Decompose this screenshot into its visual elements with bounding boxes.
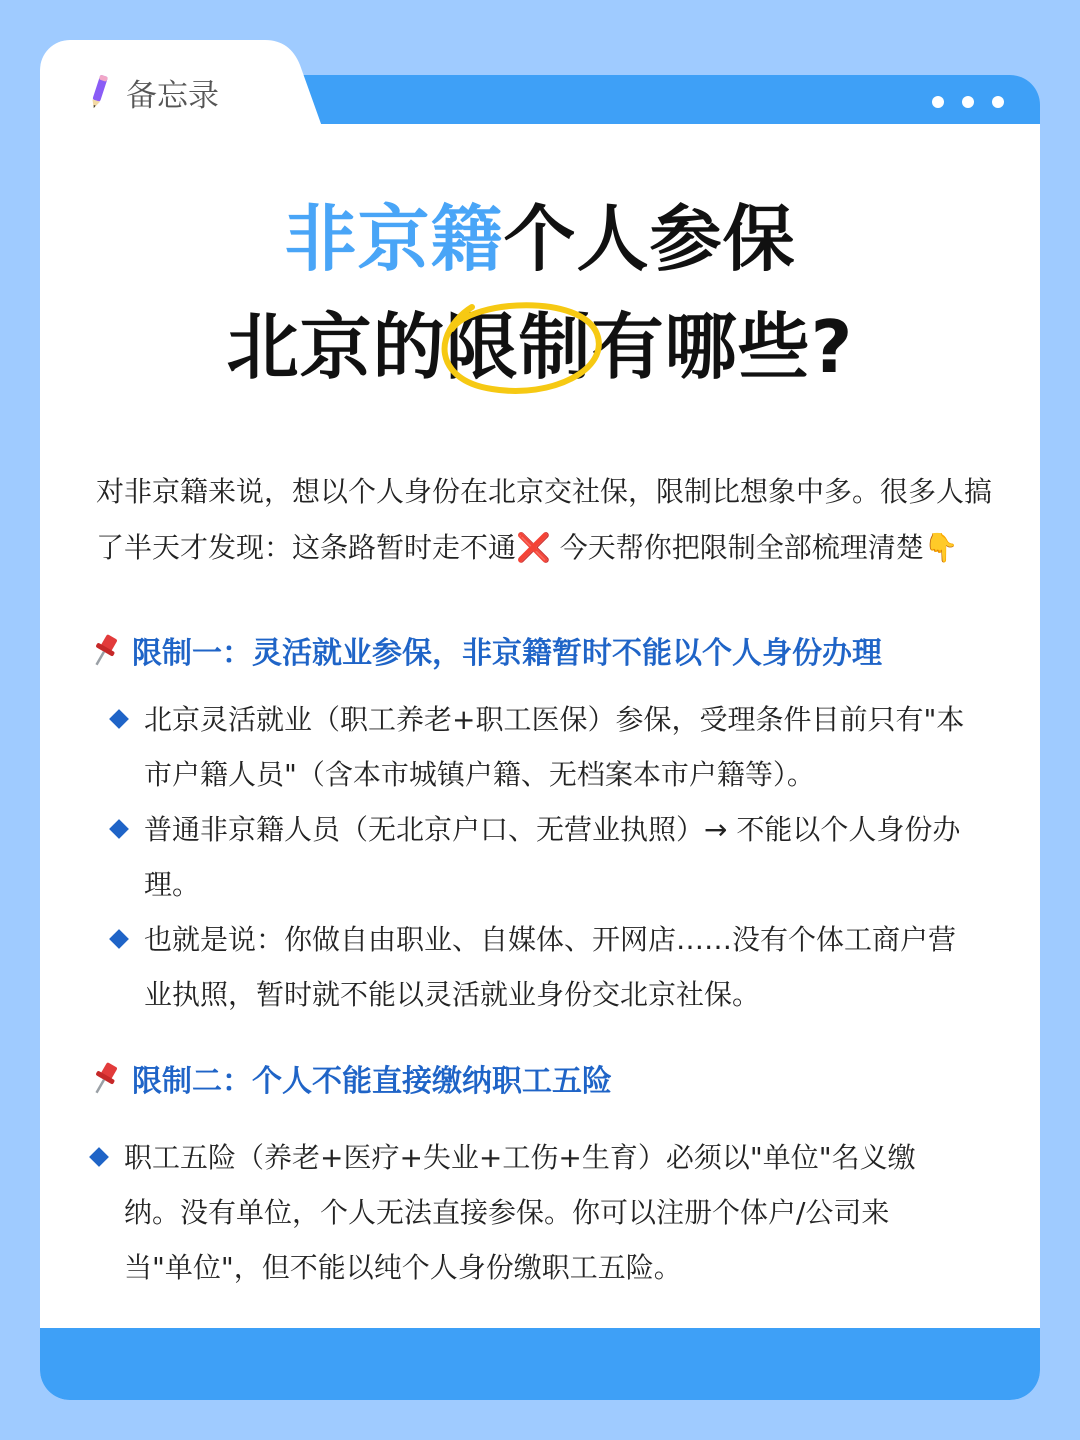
section-1-list: [112, 692, 982, 1022]
intro-paragraph: [96, 464, 996, 576]
list-item: [112, 692, 982, 802]
title-line1-rest: 个人参保: [503, 197, 796, 281]
title-line-1: [40, 185, 1040, 293]
pointing-down-icon: 👇: [923, 531, 959, 564]
list-item-text: 北京灵活就业（职工养老+职工医保）参保，受理条件目前只有"本市户籍人员"（含本市城镇户籍、无档案本市户籍等）。: [144, 703, 965, 791]
diamond-bullet-icon: [109, 929, 129, 949]
intro-text: 对非京籍来说，想以个人身份在北京交社保，限制比想象中多。很多人搞了半天才发现：这条路暂时走不通: [96, 475, 993, 564]
list-item-text: 普通非京籍人员（无北京户口、无营业执照）→ 不能以个人身份办理。: [144, 813, 961, 901]
list-item-text: 也就是说：你做自由职业、自媒体、开网店……没有个体工商户营业执照，暂时就不能以灵活就业身份交北京社保。: [144, 923, 957, 1011]
cross-icon: ❌: [516, 531, 551, 564]
list-item: [112, 912, 982, 1022]
memo-card: [40, 40, 1040, 1400]
section-1-title-text: 限制一：灵活就业参保，非京籍暂时不能以个人身份办理: [132, 636, 882, 671]
dot: [932, 96, 944, 108]
section-2-title-text: 限制二：个人不能直接缴纳职工五险: [132, 1064, 612, 1099]
title-line-2: [40, 293, 1040, 401]
pencil-icon: [88, 73, 110, 111]
list-item-text: 职工五险（养老+医疗+失业+工伤+生育）必须以"单位"名义缴纳。没有单位，个人无法直接参保。你可以注册个体户/公司来当"单位"，但不能以纯个人身份缴职工五险。: [124, 1141, 916, 1284]
dot: [992, 96, 1004, 108]
list-item: [112, 802, 982, 912]
app-title: [88, 70, 219, 114]
circled-word: [446, 293, 592, 401]
diamond-bullet-icon: [109, 819, 129, 839]
diamond-bullet-icon: [89, 1147, 109, 1167]
page-title: [40, 185, 1040, 401]
section-2-title: [88, 1056, 612, 1100]
title-line2-prefix: 北京的: [226, 305, 446, 389]
section-1-title: [88, 628, 882, 672]
title-accent: 非京籍: [284, 197, 504, 281]
intro-text-2: 今天帮你把限制全部梳理清楚: [550, 531, 924, 564]
diamond-bullet-icon: [109, 709, 129, 729]
three-dots-icon[interactable]: [932, 96, 1004, 108]
title-line2-suffix: 有哪些?: [591, 305, 854, 389]
title-circled-text: 限制: [445, 305, 592, 389]
section-2-list: [92, 1130, 952, 1295]
footer-bar: [40, 1328, 1040, 1400]
app-name: 备忘录: [126, 77, 219, 114]
pushpin-icon: [88, 631, 122, 669]
pushpin-icon: [88, 1059, 122, 1097]
dot: [962, 96, 974, 108]
list-item: [92, 1130, 952, 1295]
